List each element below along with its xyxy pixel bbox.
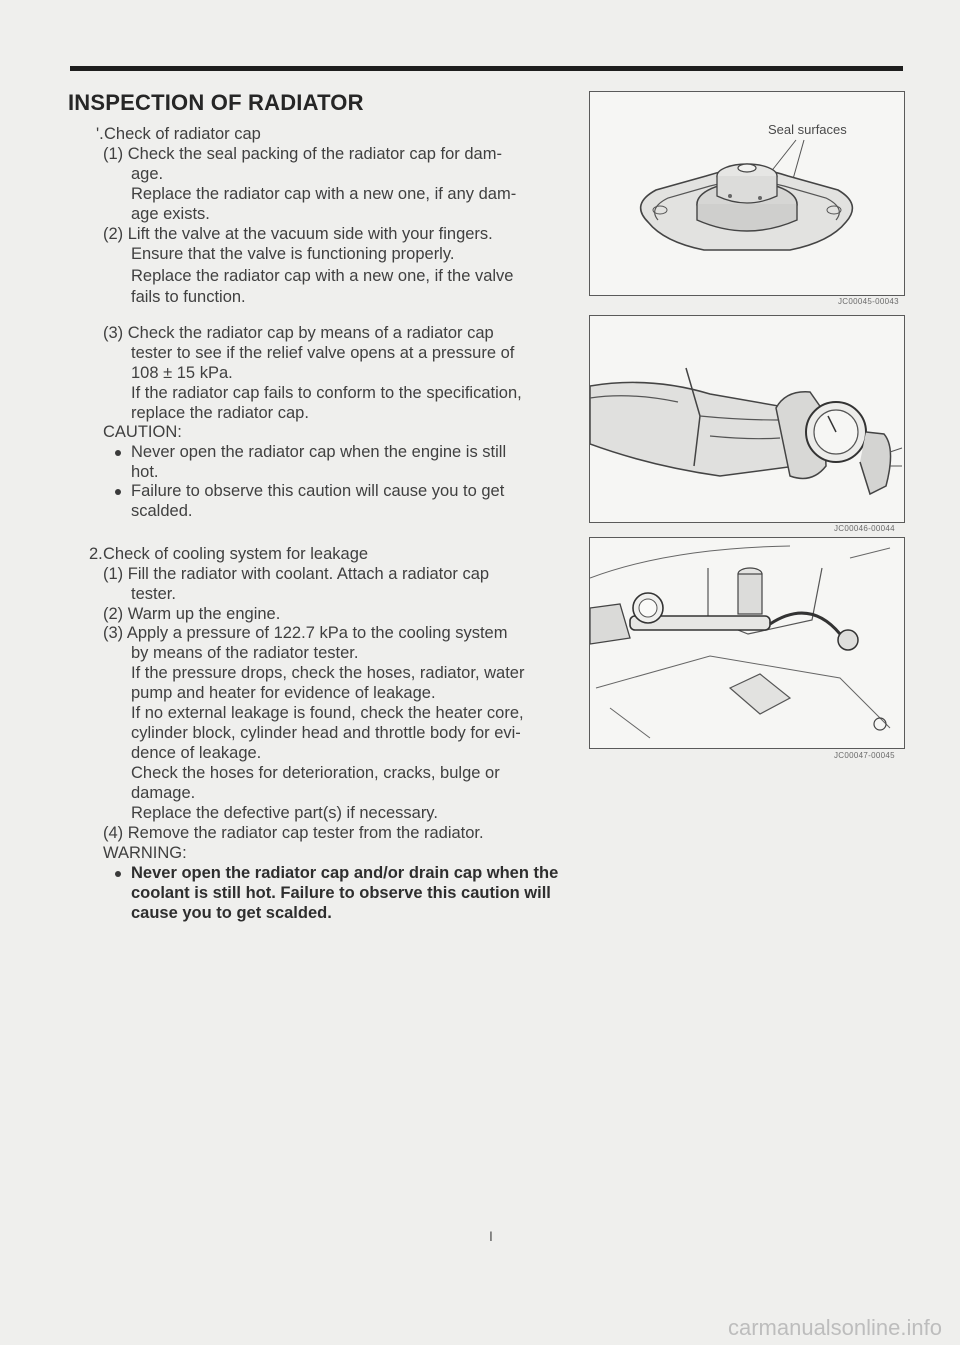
section2-number: 2. [89,545,103,563]
figure1-id: JC00045-00043 [838,297,899,306]
bullet [115,489,121,495]
bullet [115,450,121,456]
warning-label: WARNING: [103,844,187,862]
seal-surfaces-callout: Seal surfaces [768,122,847,137]
section1-step1-line3: Replace the radiator cap with a new one, if any dam- [131,185,517,203]
section2-title: Check of cooling system for leakage [103,545,369,563]
watermark: carmanualsonline.info [727,1315,942,1340]
page-heading: INSPECTION OF RADIATOR [68,90,364,115]
section1-step1-line2: age. [131,165,164,183]
warning-line3: cause you to get scalded. [131,904,332,922]
section2-step3-line4: pump and heater for evidence of leakage. [131,684,436,702]
section1-step3-line5: replace the radiator cap. [131,404,309,422]
section2-step3-line1: (3) Apply a pressure of 122.7 kPa to the cooling system [103,624,508,642]
section2-step3-line10: Replace the defective part(s) if necessary. [131,804,438,822]
section2-step2: (2) Warm up the engine. [103,605,281,623]
section1-step2-line3: Replace the radiator cap with a new one, if the valve [131,267,514,285]
figure-cap-tester [589,315,905,523]
caution2-line2: scalded. [131,502,193,520]
section2-step3-line7: dence of leakage. [131,744,262,762]
section1-number: '. [96,125,104,143]
section1-title: Check of radiator cap [104,125,261,143]
page-number: I [489,1228,493,1244]
section1-step2-line4: fails to function. [131,288,246,306]
section2-step1-line2: tester. [131,585,176,603]
caution2-line1: Failure to observe this caution will cause you to get [131,482,505,500]
section1-step3-line2: tester to see if the relief valve opens at a pressure of [131,344,515,362]
figure-cooling-system-test [589,537,905,749]
section2-step1-line1: (1) Fill the radiator with coolant. Attach a radiator cap [103,565,490,583]
section2-step3-line9: damage. [131,784,196,802]
caution1-line2: hot. [131,463,159,481]
section2-step3-line8: Check the hoses for deterioration, cracks, bulge or [131,764,500,782]
figure3-id: JC00047-00045 [834,751,895,760]
section1-step1-line4: age exists. [131,205,210,223]
section1-step1-line1: (1) Check the seal packing of the radiator cap for dam- [103,145,502,163]
caution1-line1: Never open the radiator cap when the engine is still [131,443,507,461]
section1-step3-line1: (3) Check the radiator cap by means of a radiator cap [103,324,494,342]
caution-label: CAUTION: [103,423,182,441]
section2-step4: (4) Remove the radiator cap tester from the radiator. [103,824,484,842]
section1-step2-line2: Ensure that the valve is functioning properly. [131,245,455,263]
section2-step3-line5: If no external leakage is found, check the heater core, [131,704,524,722]
section2-step3-line2: by means of the radiator tester. [131,644,359,662]
cap-tester-illustration [590,316,904,522]
bullet [115,871,121,877]
cooling-system-illustration [590,538,904,748]
warning-line2: coolant is still hot. Failure to observe this caution will [131,884,551,902]
radiator-cap-illustration [590,92,904,295]
section1-step3-line3: 108 ± 15 kPa. [131,364,233,382]
section1-step2-line1: (2) Lift the valve at the vacuum side with your fingers. [103,225,493,243]
warning-line1: Never open the radiator cap and/or drain cap when the [131,864,559,882]
figure2-id: JC00046-00044 [834,524,895,533]
section2-step3-line6: cylinder block, cylinder head and throttle body for evi- [131,724,521,742]
top-rule [70,66,903,71]
section2-step3-line3: If the pressure drops, check the hoses, radiator, water [131,664,525,682]
figure-radiator-cap [589,91,905,296]
section1-step3-line4: If the radiator cap fails to conform to the specification, [131,384,522,402]
